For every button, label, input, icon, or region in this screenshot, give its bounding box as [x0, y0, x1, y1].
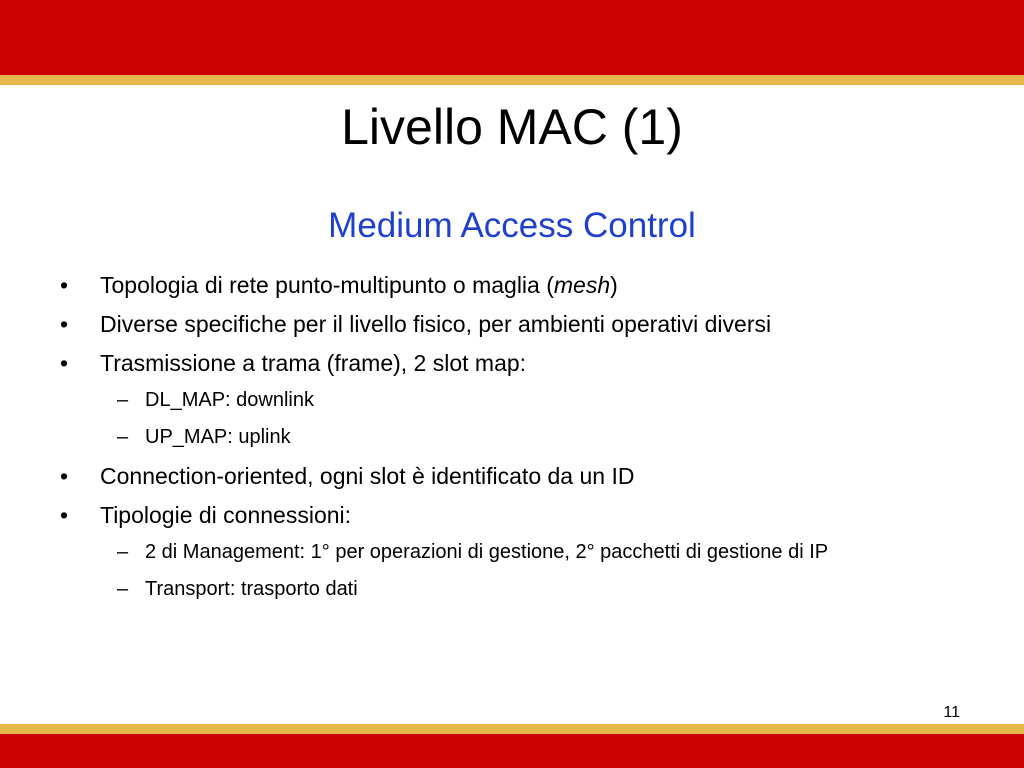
bullet-text-end: ): [610, 272, 618, 298]
sub-bullet-marker: –: [117, 578, 129, 600]
bullet-text-italic: mesh: [553, 272, 611, 298]
bullet-item: [60, 348, 980, 378]
sub-bullet-marker: –: [117, 389, 129, 411]
sub-bullet-item: [117, 539, 980, 566]
bullet-item: [60, 461, 980, 491]
bottom-gold-stripe: [0, 724, 1024, 734]
bullet-list: [60, 270, 980, 613]
sub-bullet-marker: –: [117, 426, 129, 448]
sub-bullet-text: UP_MAP: uplink: [145, 426, 291, 448]
bullet-marker: •: [60, 311, 69, 337]
bullet-marker: •: [60, 502, 69, 528]
bullet-marker: •: [60, 350, 69, 376]
bottom-red-band: [0, 734, 1024, 768]
sub-bullet-item: [117, 387, 980, 414]
sub-bullet-text: DL_MAP: downlink: [145, 389, 314, 411]
bullet-text: Trasmissione a trama (frame), 2 slot map:: [100, 350, 527, 376]
sub-bullet-marker: –: [117, 541, 129, 563]
sub-bullet-item: [117, 576, 980, 603]
page-number: 11: [943, 704, 960, 721]
bullet-marker: •: [60, 463, 69, 489]
top-red-band: [0, 0, 1024, 75]
bullet-text: Topologia di rete punto-multipunto o maglia (: [100, 272, 554, 298]
sub-bullet-text: Transport: trasporto dati: [145, 578, 358, 600]
bullet-item: [60, 500, 980, 530]
bullet-item: [60, 270, 980, 300]
slide-subtitle: Medium Access Control: [328, 206, 696, 245]
bullet-text: Connection-oriented, ogni slot è identificato da un ID: [100, 463, 635, 489]
sub-bullet-text: 2 di Management: 1° per operazioni di gestione, 2° pacchetti di gestione di IP: [145, 541, 829, 563]
top-gold-stripe: [0, 75, 1024, 85]
bullet-text: Diverse specifiche per il livello fisico, per ambienti operativi diversi: [100, 311, 772, 337]
bullet-item: [60, 309, 980, 339]
sub-bullet-item: [117, 424, 980, 451]
slide-title: Livello MAC (1): [341, 99, 683, 155]
bullet-marker: •: [60, 272, 69, 298]
bullet-text: Tipologie di connessioni:: [100, 502, 352, 528]
